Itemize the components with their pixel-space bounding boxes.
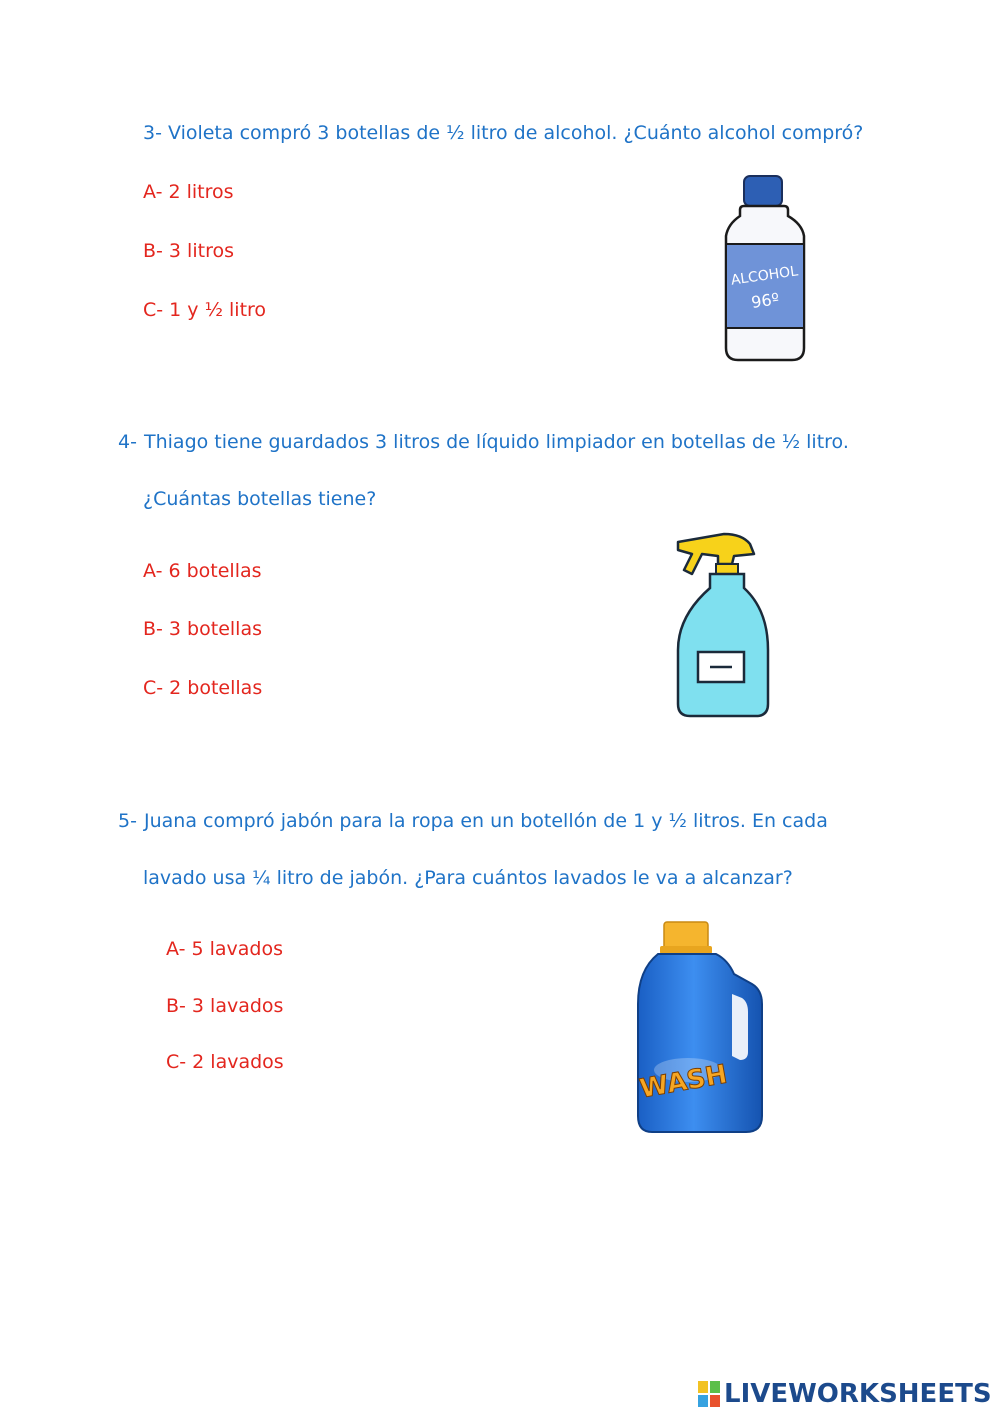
question-4-line-2: ¿Cuántas botellas tiene? — [143, 488, 377, 510]
question-4-line-1 — [118, 431, 849, 453]
q3-option-b[interactable]: B- 3 litros — [143, 240, 234, 262]
wash-label: WASH — [637, 1059, 730, 1105]
q3-option-a[interactable]: A- 2 litros — [143, 181, 234, 203]
question-5-line-1 — [118, 810, 828, 832]
alcohol-bottle-icon — [718, 172, 812, 364]
q4-option-b[interactable]: B- 3 botellas — [143, 618, 262, 640]
q5-option-b[interactable]: B- 3 lavados — [166, 995, 284, 1017]
liveworksheets-brand — [698, 1376, 992, 1412]
question-5-number: 5- — [118, 810, 137, 832]
question-3-text: 3- Violeta compró 3 botellas de ½ litro de alcohol. ¿Cuánto alcohol compró? — [143, 122, 864, 144]
question-5-text: Juana compró jabón para la ropa en un botellón de 1 y ½ litros. En cada — [144, 810, 828, 832]
brand-name: LIVEWORKSHEETS — [724, 1379, 992, 1409]
q4-option-c[interactable]: C- 2 botellas — [143, 677, 263, 699]
detergent-bottle-icon — [634, 920, 766, 1138]
question-4-text: Thiago tiene guardados 3 litros de líquido limpiador en botellas de ½ litro. — [144, 431, 849, 453]
spray-bottle-icon — [672, 530, 776, 722]
q5-option-a[interactable]: A- 5 lavados — [166, 938, 283, 960]
alcohol-label: ALCOHOL — [729, 263, 799, 289]
liveworksheets-logo-icon — [698, 1381, 720, 1407]
alcohol-degree: 96º — [750, 289, 781, 312]
question-4-number: 4- — [118, 431, 137, 453]
q3-option-c[interactable]: C- 1 y ½ litro — [143, 299, 267, 321]
question-5-line-2: lavado usa ¼ litro de jabón. ¿Para cuántos lavados le va a alcanzar? — [143, 867, 793, 889]
q4-option-a[interactable]: A- 6 botellas — [143, 560, 262, 582]
q5-option-c[interactable]: C- 2 lavados — [166, 1051, 284, 1073]
